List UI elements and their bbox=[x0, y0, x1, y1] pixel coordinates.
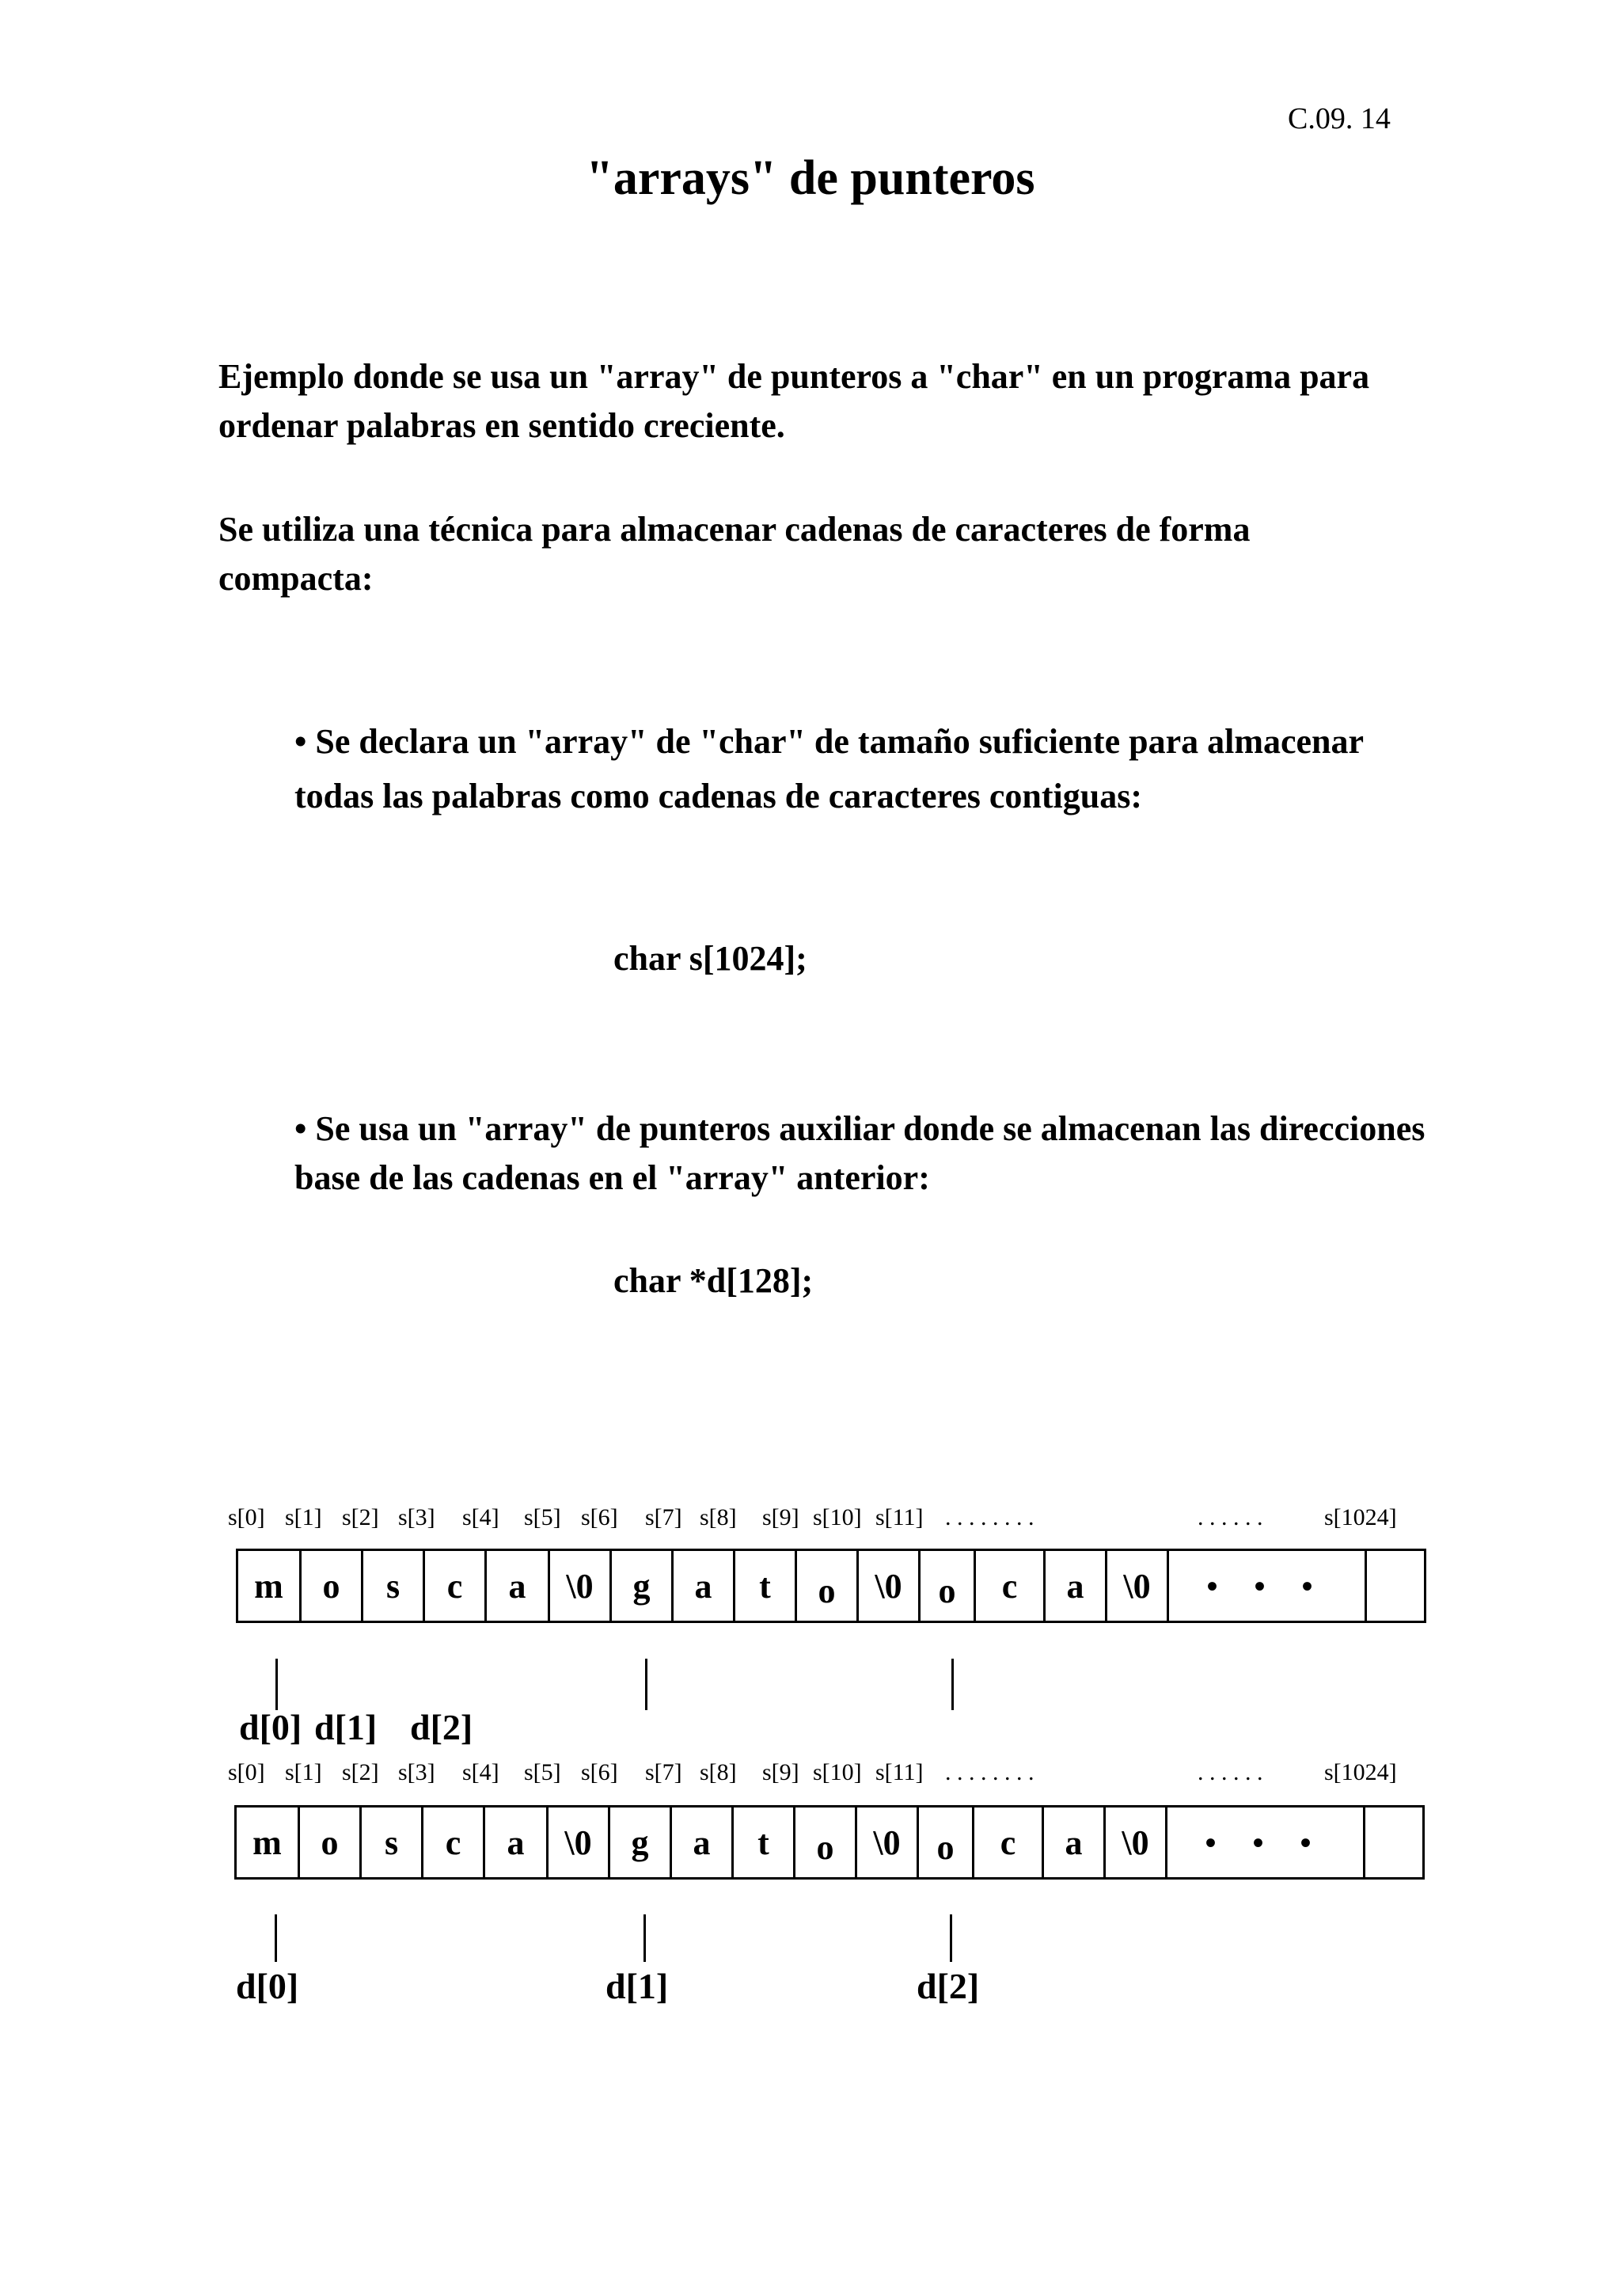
index-label: s[4] bbox=[462, 1759, 499, 1785]
char-cell: \0 bbox=[857, 1808, 919, 1877]
pointer-label: d[1] bbox=[314, 1707, 378, 1747]
index-label: s[7] bbox=[645, 1504, 682, 1530]
index-labels-row-2 bbox=[0, 1759, 1621, 1791]
char-cell: g bbox=[610, 1808, 672, 1877]
char-cell: m bbox=[238, 1551, 302, 1621]
index-label: s[6] bbox=[581, 1759, 618, 1785]
pointer-line bbox=[643, 1914, 646, 1962]
char-array-cells-1 bbox=[236, 1549, 1426, 1623]
index-label: s[9] bbox=[762, 1504, 799, 1530]
technique-paragraph: Se utiliza una técnica para almacenar cadenas de caracteres de forma compacta: bbox=[218, 510, 1251, 598]
index-labels-row-1 bbox=[0, 1504, 1621, 1536]
char-cell: a bbox=[1046, 1551, 1107, 1621]
char-array-cells-2 bbox=[234, 1805, 1425, 1880]
char-cell: s bbox=[362, 1808, 423, 1877]
char-cell: c bbox=[423, 1808, 485, 1877]
pointer-label: d[1] bbox=[606, 1966, 669, 2006]
index-label: s[5] bbox=[524, 1504, 561, 1530]
char-cell: c bbox=[425, 1551, 487, 1621]
index-label: s[1024] bbox=[1324, 1759, 1397, 1785]
pointer-line bbox=[645, 1659, 647, 1710]
index-label: s[7] bbox=[645, 1759, 682, 1785]
bullet-char-array: • Se declara un "array" de "char" de tamaño suficiente para almacenar todas las palabras como cadenas de caracteres contiguas: bbox=[294, 722, 1364, 815]
char-cell: \0 bbox=[550, 1551, 612, 1621]
index-label: . . . . . . bbox=[1198, 1504, 1263, 1530]
char-cell: a bbox=[485, 1808, 549, 1877]
page-title: "arrays" de punteros bbox=[586, 151, 1035, 205]
index-label: . . . . . . . . bbox=[945, 1504, 1034, 1530]
char-cell: \0 bbox=[549, 1808, 610, 1877]
char-cell: o bbox=[300, 1808, 362, 1877]
index-label: s[0] bbox=[228, 1504, 265, 1530]
char-cell: a bbox=[1044, 1808, 1106, 1877]
index-label: s[2] bbox=[342, 1504, 379, 1530]
char-cell: c bbox=[976, 1551, 1046, 1621]
index-label: s[11] bbox=[875, 1759, 924, 1785]
char-cell: m bbox=[237, 1808, 300, 1877]
index-label: s[10] bbox=[813, 1504, 862, 1530]
bullet-pointer-array: • Se usa un "array" de punteros auxiliar donde se almacenan las direcciones base de las cadenas en el "array" anterior: bbox=[294, 1109, 1425, 1197]
pointer-line bbox=[275, 1914, 277, 1962]
index-label: s[11] bbox=[875, 1504, 924, 1530]
index-label: s[1024] bbox=[1324, 1504, 1397, 1530]
char-cell: t bbox=[735, 1551, 797, 1621]
index-label: s[5] bbox=[524, 1759, 561, 1785]
char-cell bbox=[1365, 1808, 1425, 1877]
pointer-line bbox=[951, 1659, 954, 1710]
ellipsis-cell: • • • bbox=[1167, 1808, 1365, 1877]
char-cell: \0 bbox=[1106, 1808, 1167, 1877]
page-number: C.09. 14 bbox=[1288, 102, 1391, 135]
char-cell: s bbox=[363, 1551, 425, 1621]
index-label: s[9] bbox=[762, 1759, 799, 1785]
ellipsis-cell: • • • bbox=[1169, 1551, 1367, 1621]
pointer-label: d[0] bbox=[239, 1707, 302, 1747]
index-label: s[8] bbox=[700, 1759, 737, 1785]
index-label: s[10] bbox=[813, 1759, 862, 1785]
index-label: s[4] bbox=[462, 1504, 499, 1530]
char-cell: o bbox=[797, 1551, 859, 1621]
pointer-label: d[2] bbox=[410, 1707, 473, 1747]
index-label: s[1] bbox=[285, 1759, 322, 1785]
index-label: s[3] bbox=[398, 1504, 435, 1530]
char-cell: a bbox=[672, 1808, 734, 1877]
char-cell: o bbox=[921, 1551, 976, 1621]
code-char-array: char s[1024]; bbox=[613, 939, 807, 978]
index-label: s[1] bbox=[285, 1504, 322, 1530]
char-cell: \0 bbox=[1107, 1551, 1169, 1621]
pointer-line bbox=[950, 1914, 952, 1962]
char-cell bbox=[1367, 1551, 1426, 1621]
intro-paragraph: Ejemplo donde se usa un "array" de punteros a "char" en un programa para ordenar palabras en sentido creciente. bbox=[218, 357, 1370, 445]
index-label: s[8] bbox=[700, 1504, 737, 1530]
index-label: . . . . . . . . bbox=[945, 1759, 1034, 1785]
char-cell: o bbox=[919, 1808, 974, 1877]
index-label: . . . . . . bbox=[1198, 1759, 1263, 1785]
pointer-line bbox=[275, 1659, 278, 1710]
char-cell: t bbox=[734, 1808, 795, 1877]
pointer-label: d[0] bbox=[236, 1966, 299, 2006]
pointer-label: d[2] bbox=[917, 1966, 980, 2006]
index-label: s[0] bbox=[228, 1759, 265, 1785]
char-cell: a bbox=[674, 1551, 735, 1621]
index-label: s[2] bbox=[342, 1759, 379, 1785]
index-label: s[3] bbox=[398, 1759, 435, 1785]
char-cell: c bbox=[974, 1808, 1044, 1877]
char-cell: o bbox=[302, 1551, 363, 1621]
index-label: s[6] bbox=[581, 1504, 618, 1530]
char-cell: g bbox=[612, 1551, 674, 1621]
code-pointer-array: char *d[128]; bbox=[613, 1261, 814, 1300]
char-cell: \0 bbox=[859, 1551, 921, 1621]
char-cell: a bbox=[487, 1551, 550, 1621]
char-cell: o bbox=[795, 1808, 857, 1877]
